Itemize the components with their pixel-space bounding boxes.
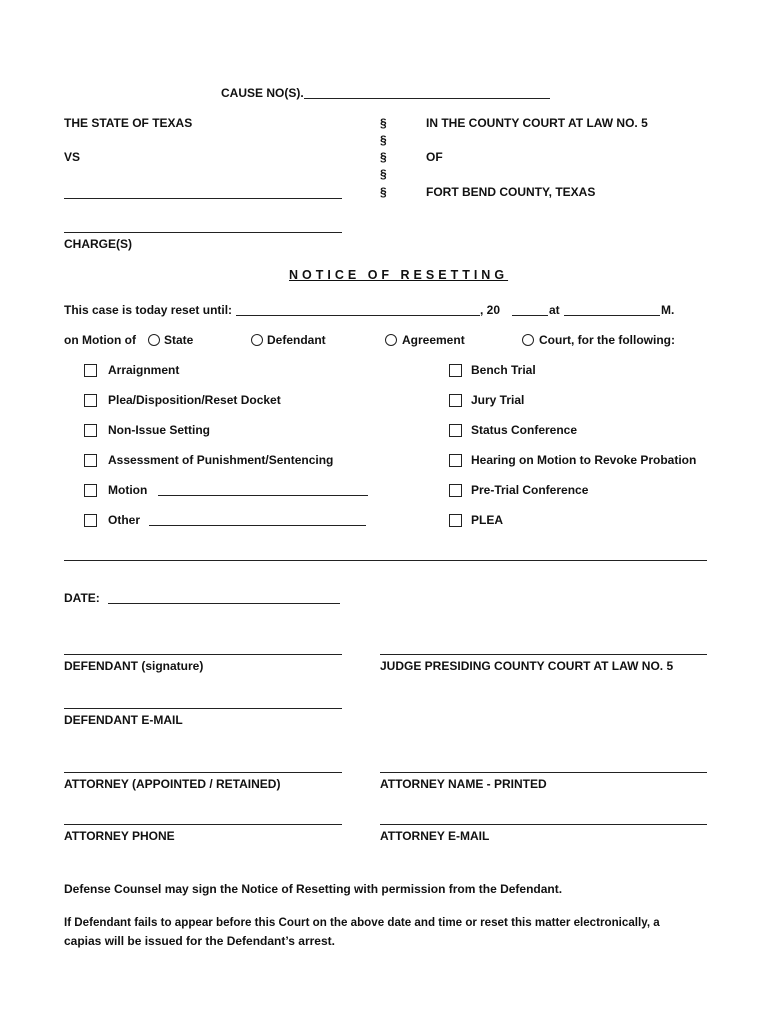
checkbox-label: Non-Issue Setting	[108, 423, 211, 437]
checkbox-plea[interactable]	[449, 514, 462, 527]
defendant-name-field[interactable]	[64, 198, 342, 199]
radio-defendant[interactable]	[251, 334, 263, 346]
section-symbol: §	[380, 133, 387, 147]
section-divider	[64, 560, 707, 561]
motion-of-label: on Motion of	[64, 333, 136, 347]
section-symbol: §	[380, 167, 387, 181]
attorney-field[interactable]	[64, 772, 342, 773]
meridiem-label: M.	[661, 303, 675, 317]
state-label: THE STATE OF TEXAS	[64, 116, 193, 130]
radio-agreement-label: Agreement	[402, 333, 465, 347]
checkbox-arraignment[interactable]	[84, 364, 97, 377]
section-symbol: §	[380, 185, 387, 199]
checkbox-other[interactable]	[84, 514, 97, 527]
attorney-email-field[interactable]	[380, 824, 707, 825]
checkbox-label: Arraignment	[108, 363, 180, 377]
attorney-phone-label: ATTORNEY PHONE	[64, 829, 175, 843]
judge-signature-field[interactable]	[380, 654, 707, 655]
defendant-signature-label: DEFENDANT (signature)	[64, 659, 204, 673]
checkbox-bench-trial[interactable]	[449, 364, 462, 377]
defense-counsel-note: Defense Counsel may sign the Notice of Resetting with permission from the Defendant.	[64, 882, 563, 896]
checkbox-status-conference[interactable]	[449, 424, 462, 437]
checkbox-non-issue[interactable]	[84, 424, 97, 437]
checkbox-label: Status Conference	[471, 423, 578, 437]
defendant-email-label: DEFENDANT E-MAIL	[64, 713, 183, 727]
charges-field[interactable]	[64, 232, 342, 233]
court-line2: OF	[426, 150, 443, 164]
radio-state-label: State	[164, 333, 194, 347]
checkbox-label: Assessment of Punishment/Sentencing	[108, 453, 334, 467]
checkbox-label: Pre-Trial Conference	[471, 483, 589, 497]
radio-state[interactable]	[148, 334, 160, 346]
vs-label: VS	[64, 150, 81, 164]
radio-agreement[interactable]	[385, 334, 397, 346]
other-detail-field[interactable]	[149, 525, 366, 526]
reset-date-field[interactable]	[236, 315, 480, 316]
charges-label: CHARGE(S)	[64, 237, 132, 251]
motion-detail-field[interactable]	[158, 495, 368, 496]
checkbox-label: Plea/Disposition/Reset Docket	[108, 393, 281, 407]
at-label: at	[549, 303, 560, 317]
date-label: DATE:	[64, 591, 100, 605]
cause-number-field[interactable]	[304, 98, 550, 99]
checkbox-label: PLEA	[471, 513, 504, 527]
checkbox-label: Jury Trial	[471, 393, 525, 407]
attorney-email-label: ATTORNEY E-MAIL	[380, 829, 490, 843]
attorney-name-label: ATTORNEY NAME - PRINTED	[380, 777, 547, 791]
attorney-label: ATTORNEY (APPOINTED / RETAINED)	[64, 777, 281, 791]
reset-until-label: This case is today reset until:	[64, 303, 233, 317]
checkbox-label: Bench Trial	[471, 363, 536, 377]
cause-number-label: CAUSE NO(S).	[221, 86, 304, 100]
attorney-phone-field[interactable]	[64, 824, 342, 825]
capias-warning-line2: capias will be issued for the Defendant’s arrest.	[64, 934, 335, 948]
checkbox-motion[interactable]	[84, 484, 97, 497]
radio-court-label: Court, for the following:	[539, 333, 675, 347]
checkbox-jury-trial[interactable]	[449, 394, 462, 407]
checkbox-assessment[interactable]	[84, 454, 97, 467]
judge-signature-label: JUDGE PRESIDING COUNTY COURT AT LAW NO. 5	[380, 659, 674, 673]
checkbox-pre-trial[interactable]	[449, 484, 462, 497]
checkbox-label: Other	[108, 513, 141, 527]
checkbox-label: Motion	[108, 483, 148, 497]
defendant-signature-field[interactable]	[64, 654, 342, 655]
checkbox-label: Hearing on Motion to Revoke Probation	[471, 453, 697, 467]
checkbox-plea-disposition[interactable]	[84, 394, 97, 407]
year-prefix: , 20	[480, 303, 501, 317]
court-line3: FORT BEND COUNTY, TEXAS	[426, 185, 596, 199]
attorney-name-field[interactable]	[380, 772, 707, 773]
defendant-email-field[interactable]	[64, 708, 342, 709]
radio-defendant-label: Defendant	[267, 333, 326, 347]
page-title: NOTICE OF RESETTING	[289, 268, 509, 282]
capias-warning-line1: If Defendant fails to appear before this Court on the above date and time or reset this matter electronically, a	[64, 916, 660, 929]
radio-court[interactable]	[522, 334, 534, 346]
section-symbol: §	[380, 116, 387, 130]
checkbox-revoke-probation[interactable]	[449, 454, 462, 467]
date-field[interactable]	[108, 603, 340, 604]
year-field[interactable]	[512, 315, 548, 316]
section-symbol: §	[380, 150, 387, 164]
time-field[interactable]	[564, 315, 660, 316]
court-line1: IN THE COUNTY COURT AT LAW NO. 5	[426, 116, 648, 130]
